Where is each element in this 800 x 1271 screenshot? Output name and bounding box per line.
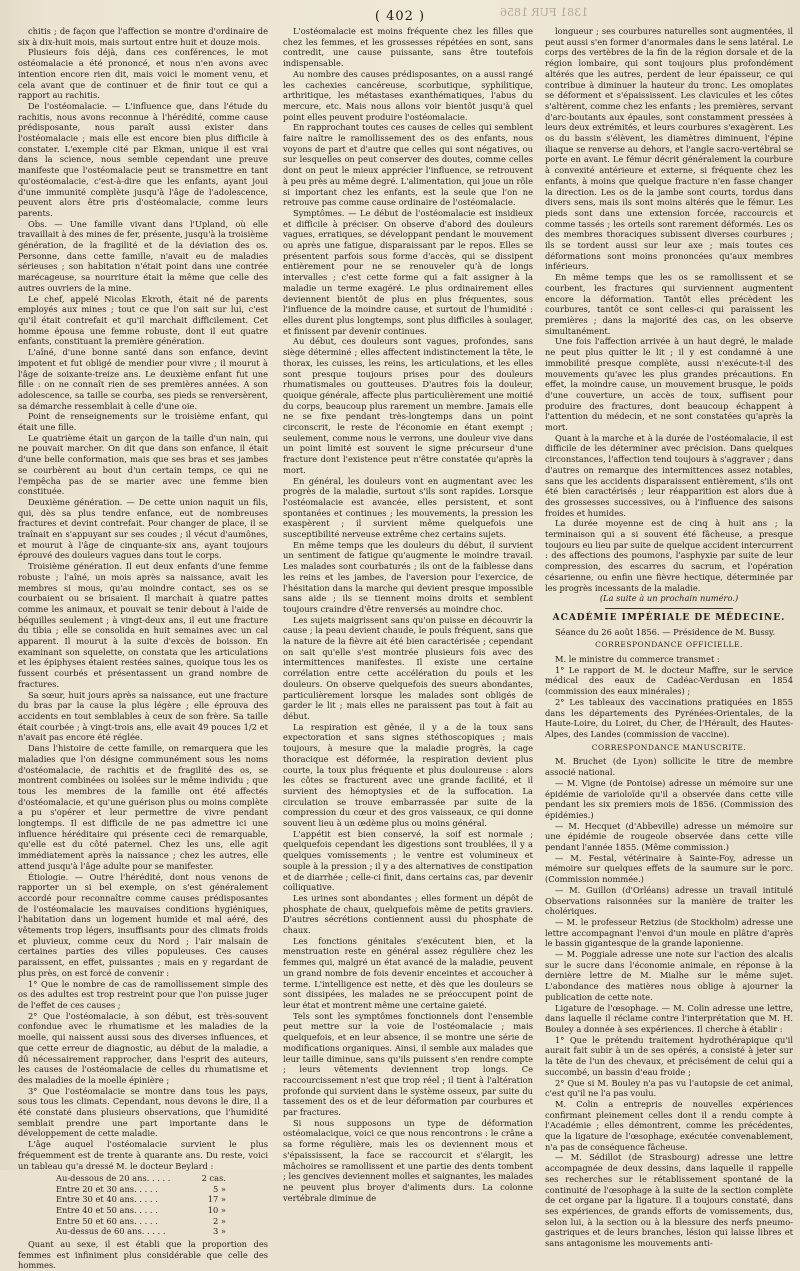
table-value: 3 »: [213, 1226, 226, 1237]
paragraph: Étiologie. — Outre l'hérédité, dont nous venons de rapporter un si bel exemple, on s'est généralement accordé pour reconnaître comme causes prédisposantes de l'ostéomalacie les mauvaises conditions hygiéniques, l'habitation dans un logement humide et mal aéré, des vêtements trop légers, insuffisants pour des climats froids et pluvieux, comme ceux du Nord ; l'air malsain de certaines parties des villes populeuses. Ces causes paraissent, en effet, puissantes ; mais en y regardant de plus près, on est forcé de convenir :: [18, 871, 268, 978]
column-1: [18, 26, 268, 1271]
table-value: 2 »: [213, 1215, 226, 1226]
paragraph: — M. Poggiale adresse une note sur l'action des alcalis sur le sucre dans l'économie animale, en réponse à la dernière lettre de M. Mialhe sur le même sujet. L'abondance des matières nous oblige à ajourner la publication de cette note.: [545, 949, 793, 1002]
table-label: Entre 40 et 50 ans. . . . .: [56, 1205, 158, 1216]
paragraph: 1° Que le prétendu traitement hydrothérapique qu'il aurait fait subir à un de ses opérés, a consisté à jeter sur la tête de l'un des chevaux, et précisément de celui qui a succombé, un bassin d'eau froide ;: [545, 1034, 793, 1077]
paragraph: Au nombre des causes prédisposantes, on a aussi rangé les cachexies cancéreuse, scorbutique, syphilitique, arthritique, les métastases exanthématiques, l'abus du mercure, etc. Mais nous allons voir bientôt jusqu'à quel point elles peuvent produire l'ostéomalacie.: [283, 68, 533, 122]
paragraph: Ligature de l'œsophage. — M. Colin adresse une lettre, dans laquelle il réclame contre l'interprétation que M. H. Bouley a donnée à ses expériences. Il cherche à établir :: [545, 1002, 793, 1034]
paragraph: Les sujets maigrissent sans qu'on puisse en découvrir la cause ; la peau devient chaude, le pouls fréquent, sans que la nature de la fièvre ait été bien caractérisée ; cependant on sait qu'elle s'est montrée plusieurs fois avec des intermittences manifestes. Il existe une certaine corrélation entre cette accélération du pouls et les douleurs. On observe quelquefois des sueurs abondantes, particulièrement lorsque les malades sont obligés de garder le lit ; mais elles ne paraissent pas tout à fait au début.: [283, 614, 533, 721]
table-row: [56, 1226, 226, 1237]
table-row: [56, 1194, 226, 1205]
paragraph: L'aîné, d'une bonne santé dans son enfance, devint impotent et fut obligé de mendier pour vivre ; il mourut à l'âge de soixante-treize ans. Le deuxième enfant fut une fille : on ne connaît rien de ses premières années. A son adolescence, sa taille se courba, ses pieds se renversèrent, sa démarche ressemblait à celle d'une oie.: [18, 347, 268, 411]
bleed-through-text: 1381 FUR 1856: [500, 6, 589, 19]
paragraph: Au début, ces douleurs sont vagues, profondes, sans siège déterminé ; elles affectent indistinctement la tête, le thorax, les cuisses, les reins, les articulations, et les elles sont presque toujours prises pour des douleurs rhumatismales ou goutteuses. D'autres fois la douleur, quoique générale, affecte plus particulièrement une moitié du corps, beaucoup plus rarement un membre. Jamais elle ne se fixe pendant très-longtemps dans un point circonscrit, le reste de l'économie en étant exempt ; seulement, comme nous le verrons, une douleur vive dans un point limité est souvent le signe précurseur d'une fracture dont l'existence peut n'être constatée qu'après la mort.: [283, 336, 533, 475]
paragraph: L'ostéomalacie est moins fréquente chez les filles que chez les femmes, et les grossesses répétées en sont, sans contredit, une cause puissante, sans être toutefois indispensable.: [283, 26, 533, 69]
subsection-title: CORRESPONDANCE MANUSCRITE.: [591, 742, 747, 752]
paragraph: La respiration est gênée, il y a de la toux sans expectoration et sans signes stéthoscopiques ; mais toujours, à mesure que la maladie progrès, la cage thoracique est déformée, la respiration devient plus courte, la toux plus fréquente et plus douloureuse : alors les côtes se fracturent avec une grande facilité, et il survient des hémoptysies et de la suffocation. La circulation se trouve embarrassée par suite de la compression du cœur et des gros vaisseaux, ce qui donne souvent lieu à un œdème plus ou moins général.: [283, 721, 533, 829]
paragraph: longueur ; ses courbures naturelles sont augmentées, il peut aussi s'en former d'anormales dans le sens latéral. Le corps des vertèbres de la fin de la région dorsale et de la région lombaire, qui sont toujours plus profondément altérés que les autres, perdent de leur épaisseur, ce qui contribue à diminuer la hauteur du tronc. Les omoplates se déforment et s'épaississent. Les clavicules et les côtes s'altèrent, comme chez les enfants ; les premières, servant d'arc-boutants aux épaules, sont constamment pressées à leurs deux extrémités, et leurs courbures s'exagèrent. Les os du bassin s'élèvent, les diamètres diminuent, l'épine iliaque se renverse au dehors, et l'angle sacro-vertébral se porte en avant. Le fémur décrit généralement la courbure à convexité antérieure et externe, si fréquente chez les enfants, à moins que quelque fracture n'en fasse changer la direction. Les os de la jambe sont courts, tordus dans divers sens, mais ils sont moins altérés que le fémur. Les pieds sont dans une extension forcée, raccourcis et comme tassés ; les orteils sont rarement déformés. Les os des membres thoraciques subissent diverses courbures ; ils se tordent aussi sur leur axe ; mais toutes ces déformations sont moins prononcées qu'aux membres inférieurs.: [545, 26, 793, 272]
table-label: Entre 30 et 40 ans. . . . .: [56, 1194, 158, 1205]
table-value: 5 »: [213, 1183, 226, 1194]
paragraph: Une fois l'affection arrivée à un haut degré, le malade ne peut plus quitter le lit ; il y est condamné à une immobilité presque complète, aussi n'exécute-t-il des mouvements qu'avec les plus grandes précautions. En effet, la moindre cause, un mouvement brusque, le poids d'une couverture, un accès de toux, suffisent pour produire des fractures, dont beaucoup échappent à l'attention du médecin, et ne sont constatées qu'après la mort.: [545, 336, 793, 433]
table-label: Au-dessous de 20 ans. . . . .: [56, 1173, 171, 1184]
column-2: [283, 26, 533, 1203]
paragraph: — M. Vigne (de Pontoise) adresse un mémoire sur une épidémie de varioloïde qu'il a observée dans cette ville pendant les six premiers mois de 1856. (Commission des épidémies.): [545, 777, 793, 820]
table-row: [56, 1216, 226, 1227]
paragraph: 2° Les tableaux des vaccinations pratiquées en 1855 dans les départements des Pyrénées-Orientales, de la Haute-Loire, du Loiret, du Cher, de l'Hérault, des Hautes-Alpes, des Landes (commission de vaccine).: [545, 696, 793, 739]
paragraph: L'appétit est bien conservé, la soif est normale ; quelquefois cependant les digestions sont troublées, il y a quelques vomissements ; le ventre est volumineux et souple à la pression ; il y a des alternatives de constipation et de diarrhée ; celle-ci finit, dans certains cas, par devenir colliquative.: [283, 828, 533, 893]
table-value: 10 »: [207, 1205, 226, 1216]
section-title: ACADÉMIE IMPÉRIALE DE MÉDECINE.: [552, 612, 786, 623]
table-label: Entre 50 et 60 ans. . . . .: [56, 1215, 158, 1226]
paragraph: 3° Que l'ostéomalacie se montre dans tous les pays, sous tous les climats. Cependant, nous devons le dire, il a été constaté dans plusieurs observations, que l'humidité semblait prendre une part importante dans le développement de cette maladie.: [18, 1085, 268, 1139]
paragraph: En rapprochant toutes ces causes de celles qui semblent faire naître le ramollissement des os des enfants, nous voyons de part et d'autre que celles qui sont négatives, ou sur lesquelles on peut conserver des doutes, comme celles dont on peut le mieux apprécier l'influence, se retrouvent à peu près au même degré. L'alimentation, qui joue un rôle si important chez les enfants, est la seule que l'on ne retrouve pas comme cause ordinaire de l'ostéomalacie.: [283, 122, 533, 208]
divider: [605, 608, 733, 609]
paragraph: Le chef, appelé Nicolas Ekroth, était né de parents employés aux mines ; tout ce que l'on sait sur lui, c'est qu'il était contrefait et qu'il marchait difficilement. Cet homme épousa une femme robuste, dont il eut quatre enfants, constituant la première génération.: [18, 293, 268, 347]
paragraph: 2° Que si M. Bouley n'a pas vu l'autopsie de cet animal, c'est qu'il ne l'a pas voulu.: [545, 1077, 793, 1099]
paragraph: Plusieurs fois déjà, dans ces conférences, le mot ostéomalacie a été prononcé, et nous n'en avons avec intention encore rien dit, mais voici le moment venu, et cela avant que de continuer et de finir tout ce qui a rapport au rachitis.: [18, 47, 268, 101]
subsection-title: CORRESPONDANCE OFFICIELLE.: [595, 640, 743, 650]
paragraph: En même temps que les os se ramollissent et se courbent, les fractures qui surviennent augmentent encore la déformation. Tantôt elles précèdent les courbures, tantôt ce sont celles-ci qui paraissent les premières ; dans la majorité des cas, on les observe simultanément.: [545, 272, 793, 336]
session-line: Séance du 26 août 1856. — Présidence de M. Bussy.: [555, 626, 776, 637]
paragraph: Obs. — Une famille vivant dans l'Upland, où elle travaillait à des mines de fer, présente, jusqu'à la troisième génération, de la fragilité et de la déviation des os. Personne, dans cette famille, n'avait eu de maladies sérieuses ; son habitation n'était point dans une contrée marécageuse, sa nourriture était la même que celle des autres ouvriers de la mine.: [18, 218, 268, 293]
paragraph: 2° Que l'ostéomalacie, à son début, est très-souvent confondue avec le rhumatisme et les maladies de la moelle, qui naissent aussi sous des diverses influences, et que cette erreur de diagnostic, au début de la maladie, a dû nécessairement rapprocher, dans l'esprit des auteurs, les causes de l'ostéomalacie de celles du rhumatisme et des maladies de la moelle épinière ;: [18, 1010, 268, 1085]
paragraph: Troisième génération. Il eut deux enfants d'une femme robuste ; l'aîné, un mois après sa naissance, avait les membres si mous, qu'au moindre contact, ses os se courbaient ou se brisaient. Il marchait à quatre pattes comme les animaux, et pouvait se tenir debout à l'aide de béquilles seulement ; à vingt-deux ans, il eut une fracture du tibia ; elle se consolida en huit semaines avec un cal apparent. Il mourut à la suite d'excès de boisson. En examinant son squelette, on constata que les articulations et les épiphyses étaient restées saines, quoique tous les os fussent courbés et présentassent un grand nombre de fractures.: [18, 561, 268, 689]
paragraph: Symptômes. — Le début de l'ostéomalacie est insidieux et difficile à préciser. On observe d'abord des douleurs vagues, erratiques, se développant pendant le mouvement ou après une fatigue, disparaissant par le repos. Elles se présentent parfois sous forme d'accès, qui se dissipent entièrement pour ne se renouveler qu'à de longs intervalles ; c'est cette forme qui a fait assigner à la maladie un terme exagéré. Le plus ordinairement elles deviennent bientôt de plus en plus fréquentes, sous l'influence de la moindre cause, et surtout de l'humidité : elles durent plus longtemps, sont plus difficiles à soulager, et finissent par devenir continues.: [283, 207, 533, 336]
paragraph: En général, les douleurs vont en augmentant avec les progrès de la maladie, surtout s'ils sont rapides. Lorsque l'ostéomalacie est avancée, elles persistent, et sont spontanées et continues ; les mouvements, la pression les exaspèrent ; il survient même quelquefois une susceptibilité nerveuse extrême chez certains sujets.: [283, 475, 533, 540]
table-value: 2 cas.: [201, 1173, 226, 1184]
paragraph: Sa sœur, huit jours après sa naissance, eut une fracture du bras par la cause la plus légère ; elle éprouva des accidents en tout semblables à ceux de son frère. Sa taille était courbée ; à vingt-trois ans, elle avait 49 pouces 1/2 et n'avait pas encore été réglée.: [18, 689, 268, 743]
paragraph: L'âge auquel l'ostéomalacie survient le plus fréquemment est de trente à quarante ans. Du reste, voici un tableau qu'a dressé M. le docteur Beylard :: [18, 1139, 268, 1171]
paragraph: 1° Le rapport de M. le docteur Maffre, sur le service médical des eaux de Cadéac-Verdusan en 1854 (commission des eaux minérales) ;: [545, 664, 793, 697]
table-row: [56, 1184, 226, 1195]
paragraph: Quant au sexe, il est établi que la proportion des femmes est infiniment plus considérable que celle des hommes.: [18, 1238, 268, 1271]
paragraph: La durée moyenne est de cinq à huit ans ; la terminaison qui a si souvent été fâcheuse, a presque toujours eu lieu par suite de quelque accident intercurrent : des affections des poumons, l'asphyxie par suite de leur compression, des escarres du sacrum, et l'opération césarienne, ou enfin une fièvre hectique, déterminée par les progrès incessants de la maladie.: [545, 518, 793, 593]
paragraph: Quant à la marche et à la durée de l'ostéomalacie, il est difficile de les déterminer avec précision. Dans quelques circonstances, l'affection tend toujours à s'aggraver ; dans d'autres on remarque des intermittences assez notables, sans que les accidents disparaissent entièrement, s'ils ont été bien caractérisés ; leur réapparition est alors due à des grossesses successives, ou à l'influence des saisons froides et humides.: [545, 432, 793, 518]
paragraph: Les urines sont abondantes ; elles forment un dépôt de phosphate de chaux, quelquefois même de petits graviers. D'autres sécrétions contiennent aussi du phosphate de chaux.: [283, 892, 533, 936]
paragraph: — M. Sédillot (de Strasbourg) adresse une lettre accompagnée de deux dessins, dans laquelle il rappelle ses recherches sur le rétablissement spontané de la continuité de l'œsophage à la suite de la section complète de cet organe par la ligature. Il a toujours constaté, dans ses expériences, de grands efforts de vomissements, dus, selon lui, à la section ou à la blessure des nerfs pneumo-gastriques et de leurs branches, lésion qui laisse libres et sans antagonisme les mouvements anti-: [545, 1152, 793, 1249]
paragraph: De l'ostéomalacie. — L'influence que, dans l'étude du rachitis, nous avons reconnue à l'hérédité, comme cause prédisposante, nous paraît aussi exister dans l'ostéomalacie ; mais elle est encore bien plus difficile à constater. L'exemple cité par Ekman, unique il est vrai dans la science, nous semble cependant une preuve manifeste que l'ostéomalacie peut se transmettre en tant qu'ostéomalacie, c'est-à-dire que les enfants, ayant joui d'une immunité complète jusqu'à l'âge de l'adolescence, peuvent alors être pris d'ostéomalacie, comme leurs parents.: [18, 100, 268, 218]
paragraph: Si nous supposons un type de déformation ostéomalacique, voici ce que nous rencontrons : le crâne a sa forme régulière, mais les os deviennent mous et s'épaississent, la face se raccourcit et s'élargit, les mâchoires se ramollissent et une partie des dents tombent ; les gencives deviennent molles et saignantes, les malades ne peuvent plus broyer d'aliments durs. La colonne vertébrale diminue de: [283, 1117, 533, 1203]
continued-note: (La suite à un prochain numéro.): [599, 593, 739, 604]
table-row: [56, 1205, 226, 1216]
paragraph: Les fonctions génitales s'exécutent bien, et la menstruation reste en général assez régulière chez les femmes qui, malgré un état avancé de la maladie, peuvent un grand nombre de fois devenir enceintes et accoucher à terme. L'intelligence est nette, et dès que les douleurs se sont dissipées, les malades ne se préoccupent point de leur état et montrent même une certaine gaieté.: [283, 935, 533, 1010]
paragraph: — M. Hecquet (d'Abbeville) adresse un mémoire sur une épidémie de rougeole observée dans cette ville pendant l'année 1855. (Même commission.): [545, 820, 793, 853]
paragraph: M. Bruchet (de Lyon) sollicite le titre de membre associé national.: [545, 756, 793, 778]
table-label: Entre 20 et 30 ans. . . . .: [56, 1183, 158, 1194]
paragraph: chitis ; de façon que l'affection se montre d'ordinaire de six à dix-huit mois, mais surtout entre huit et douze mois.: [18, 26, 268, 47]
paragraph: M. Colin a entrepris de nouvelles expériences confirmant pleinement celles dont il a rendu compte à l'Académie ; elles démontrent, comme les précédentes, que la ligature de l'œsophage, exécutée convenablement, n'a pas de conséquence fâcheuse.: [545, 1098, 793, 1152]
column-3: [545, 26, 793, 1249]
paragraph: — M. Festal, vétérinaire à Sainte-Foy, adresse un mémoire sur quelques effets de la saumure sur le porc. (Commission nommée.): [545, 852, 793, 885]
table-label: Au-dessus de 60 ans. . . . .: [56, 1226, 166, 1237]
paragraph: Point de renseignements sur le troisième enfant, qui était une fille.: [18, 411, 268, 433]
paragraph: Tels sont les symptômes fonctionnels dont l'ensemble peut mettre sur la voie de l'ostéomalacie ; mais quelquefois, et en leur absence, il se montre une série de modifications organiques. Ainsi, il semble aux malades que leur taille diminue, sans qu'ils puissent s'en rendre compte ; leurs vêtements deviennent trop longs. Ce raccourcissement n'est que trop réel ; il tient à l'altération profonde qui survient dans le système osseux, par suite du tassement des os et de leur déformation par courbures et par fractures.: [283, 1010, 533, 1118]
table-value: 17 »: [207, 1194, 226, 1205]
page-number: ( 402 ): [374, 9, 426, 24]
paragraph: Deuxième génération. — De cette union naquit un fils, qui, dès sa plus tendre enfance, eut de nombreuses fractures et devint contrefait. Pour changer de place, il se traînait en s'appuyant sur ses coudes ; il vécut d'aumônes, et mourut à l'âge de cinquante-six ans, ayant toujours éprouvé des douleurs vagues dans tout le corps.: [18, 496, 268, 561]
paragraph: Le quatrième était un garçon de la taille d'un nain, qui ne pouvait marcher. On dit que dans son enfance, il était d'une belle conformation, mais que ses bras et ses jambes se courbèrent au bout d'un certain temps, ce qui ne l'empêcha pas de se marier avec une femme bien constituée.: [18, 432, 268, 497]
table-row: [56, 1173, 226, 1184]
page-header: [0, 4, 800, 26]
paragraph: 1° Que le nombre de cas de ramollissement simple des os des adultes est trop restreint pour que l'on puisse juger de l'effet de ces causes ;: [18, 978, 268, 1010]
paragraph: Dans l'histoire de cette famille, on remarquera que les maladies que l'on désigne communément sous les noms d'ostéomalacie, de rachitis et de fragilité des os, se montrent combinées ou isolées sur le même individu ; que tous les membres de la famille ont été affectés d'ostéomalacie, et qu'une guérison plus ou moins complète a pu s'opérer et leur permettre de vivre pendant longtemps. Il est difficile de ne pas admettre ici une influence héréditaire qui présente ceci de remarquable, qu'elle est du côté paternel. Chez les uns, elle agit immédiatement après la naissance ; chez les autres, elle attend jusqu'à l'âge adulte pour se manifester.: [18, 743, 268, 871]
paragraph: M. le ministre du commerce transmet :: [555, 654, 720, 665]
paragraph: — M. Guillon (d'Orléans) adresse un travail intitulé Observations raisonnées sur la manière de traiter les cholériques.: [545, 884, 793, 917]
paragraph: En même temps que les douleurs du début, il survient un sentiment de fatigue qu'augmente le moindre travail. Les malades sont courbaturés ; ils ont de la faiblesse dans les reins et les jambes, de l'aversion pour l'exercice, de l'hésitation dans la marche qui devient presque impossible sans aide ; ils se tiennent moins droits et semblent toujours craindre d'être renversés au moindre choc.: [283, 539, 533, 614]
age-table: [56, 1173, 226, 1237]
paragraph: — M. le professeur Retzius (de Stockholm) adresse une lettre accompagnant l'envoi d'un moule en plâtre d'après le bassin gigantesque de la grande laponienne.: [545, 916, 793, 949]
